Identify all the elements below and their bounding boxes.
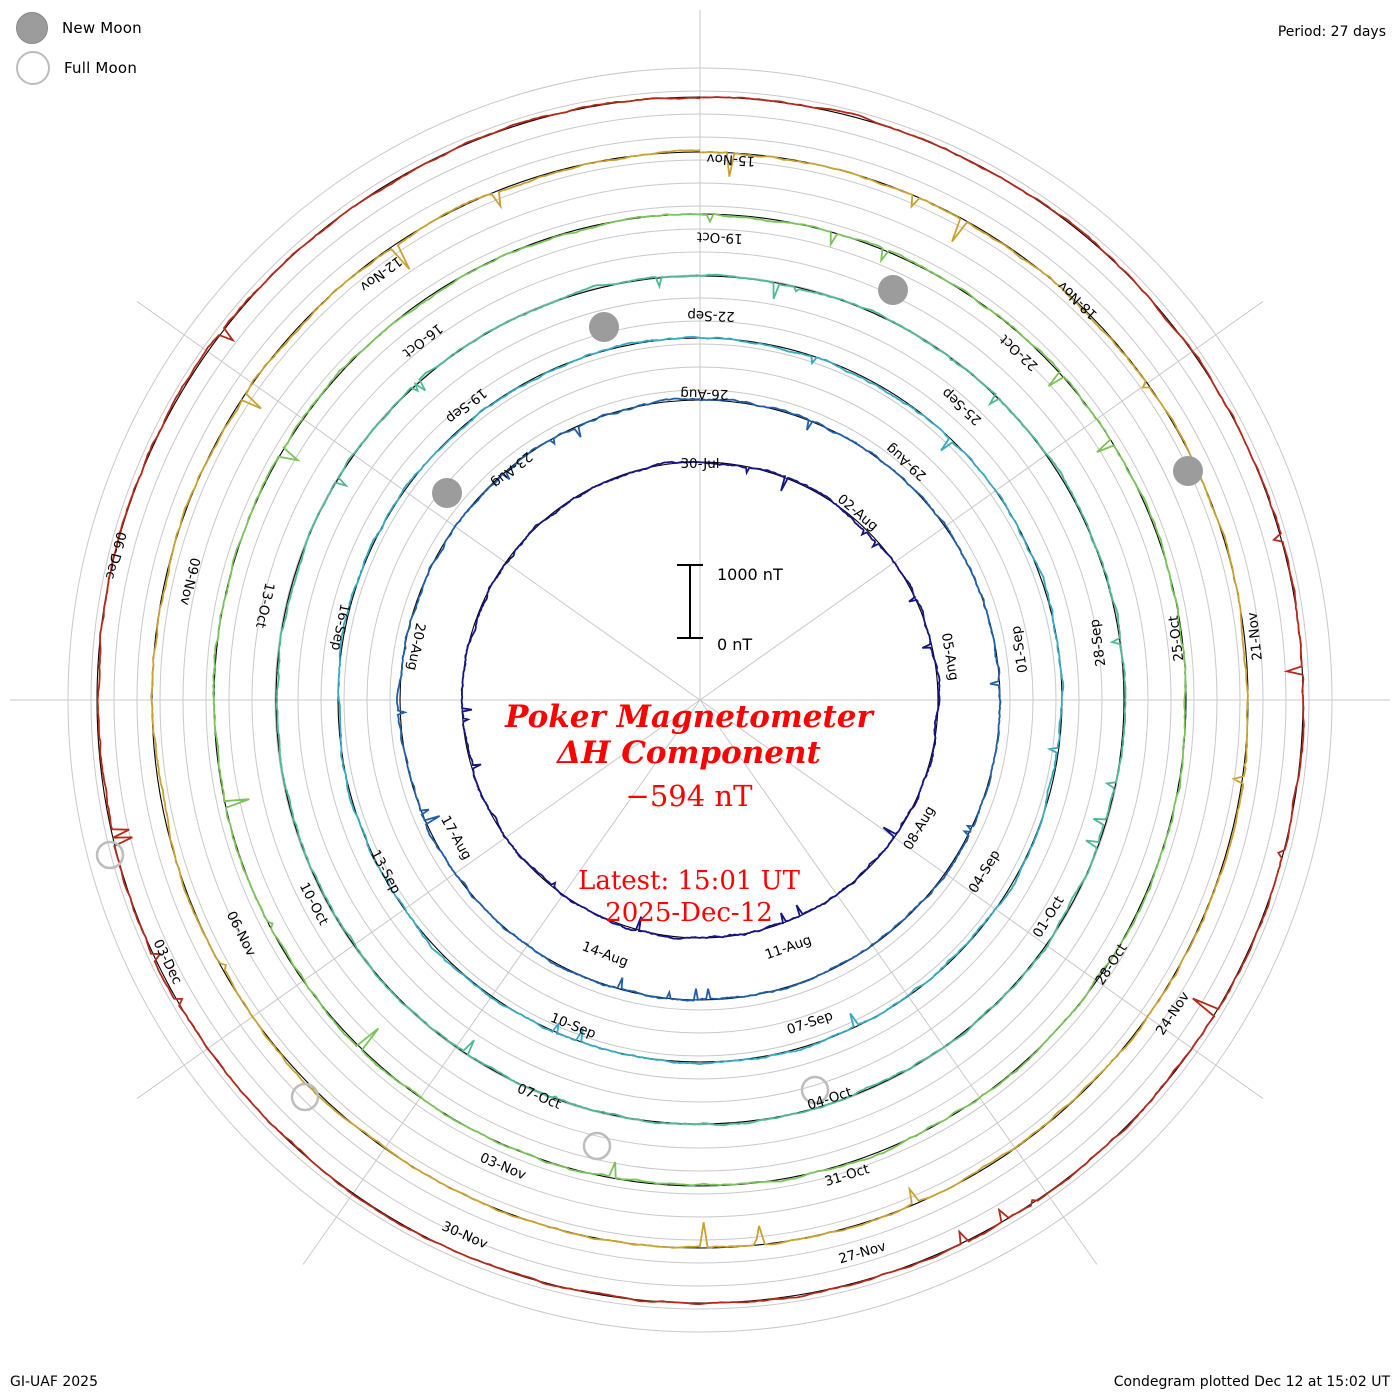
spiral-date-label: 25-Oct bbox=[1165, 614, 1188, 663]
footer-timestamp: Condegram plotted Dec 12 at 15:02 UT bbox=[1113, 1374, 1390, 1390]
spiral-date-label: 07-Sep bbox=[784, 1007, 836, 1039]
spiral-date-label: 06-Nov bbox=[222, 908, 259, 960]
center-latest-time: Latest: 15:01 UT bbox=[578, 866, 800, 896]
spiral-date-label: 28-Sep bbox=[1086, 618, 1110, 668]
center-value: −594 nT bbox=[625, 779, 753, 813]
spiral-date-label: 06-Dec bbox=[101, 529, 129, 581]
spiral-date-label: 23-Aug bbox=[487, 448, 536, 492]
footer-credit: GI-UAF 2025 bbox=[10, 1374, 98, 1390]
spiral-date-label: 02-Aug bbox=[834, 491, 882, 535]
scale-bottom-label: 0 nT bbox=[717, 635, 753, 654]
spiral-date-label: 31-Oct bbox=[822, 1161, 872, 1190]
full-moon-marker bbox=[292, 1084, 318, 1110]
spiral-date-label: 18-Nov bbox=[1054, 277, 1101, 323]
spiral-date-label: 30-Jul bbox=[680, 456, 720, 472]
spiral-date-label: 13-Sep bbox=[366, 847, 404, 897]
spiral-date-label: 28-Oct bbox=[1092, 940, 1131, 989]
new-moon-marker bbox=[432, 478, 462, 508]
new-moon-marker bbox=[589, 312, 619, 342]
full-moon-marker bbox=[584, 1133, 610, 1159]
legend-label-full-moon: Full Moon bbox=[64, 59, 138, 77]
spiral-date-label: 08-Aug bbox=[900, 803, 939, 853]
spiral-date-label: 10-Oct bbox=[295, 879, 332, 928]
period-label: Period: 27 days bbox=[1277, 24, 1386, 40]
center-title-line2: ΔH Component bbox=[557, 735, 821, 771]
spiral-date-label: 24-Nov bbox=[1152, 988, 1193, 1039]
spiral-date-label: 03-Nov bbox=[477, 1149, 529, 1184]
spiral-date-label: 19-Sep bbox=[442, 384, 490, 427]
new-moon-marker bbox=[1173, 456, 1203, 486]
spiral-date-label: 10-Sep bbox=[548, 1009, 599, 1043]
spiral-date-label: 30-Nov bbox=[439, 1218, 490, 1253]
spiral-date-label: 03-Dec bbox=[149, 936, 186, 988]
spiral-date-label: 27-Nov bbox=[836, 1238, 888, 1268]
spiral-date-label: 19-Oct bbox=[696, 228, 744, 247]
spiral-date-label: 11-Aug bbox=[763, 931, 814, 964]
spiral-date-label: 16-Oct bbox=[399, 319, 446, 361]
spiral-date-label: 04-Sep bbox=[965, 847, 1004, 897]
spiral-date-label: 07-Oct bbox=[514, 1080, 564, 1113]
center-latest-date: 2025-Dec-12 bbox=[605, 898, 773, 928]
scale-bar bbox=[677, 565, 783, 654]
new-moon-marker bbox=[878, 275, 908, 305]
spiral-date-label: 26-Aug bbox=[680, 385, 729, 403]
spiral-date-label: 21-Nov bbox=[1244, 611, 1266, 662]
legend-label-new-moon: New Moon bbox=[62, 19, 142, 37]
spiral-date-label: 22-Oct bbox=[996, 331, 1042, 374]
spiral-date-label: 22-Sep bbox=[687, 306, 735, 325]
spiral-date-label: 13-Oct bbox=[251, 581, 278, 630]
spiral-date-label: 09-Nov bbox=[176, 555, 203, 607]
spiral-date-label: 15-Nov bbox=[706, 150, 756, 169]
spiral-date-label: 16-Sep bbox=[327, 602, 353, 652]
center-title-line1: Poker Magnetometer bbox=[505, 699, 873, 735]
spiral-date-label: 17-Aug bbox=[437, 812, 475, 863]
spiral-date-label: 04-Oct bbox=[805, 1084, 854, 1114]
spiral-date-label: 12-Nov bbox=[356, 252, 405, 295]
spiral-date-label: 25-Sep bbox=[938, 384, 985, 429]
spiral-date-label: 14-Aug bbox=[579, 938, 631, 971]
spiral-date-label: 01-Oct bbox=[1029, 893, 1068, 941]
scale-top-label: 1000 nT bbox=[717, 565, 783, 584]
full-moon-marker bbox=[97, 842, 123, 868]
spiral-date-label: 20-Aug bbox=[403, 621, 429, 672]
spiral-date-label: 01-Sep bbox=[1008, 624, 1032, 675]
spiral-date-label: 05-Aug bbox=[937, 631, 962, 682]
spiral-date-label: 29-Aug bbox=[882, 440, 930, 484]
